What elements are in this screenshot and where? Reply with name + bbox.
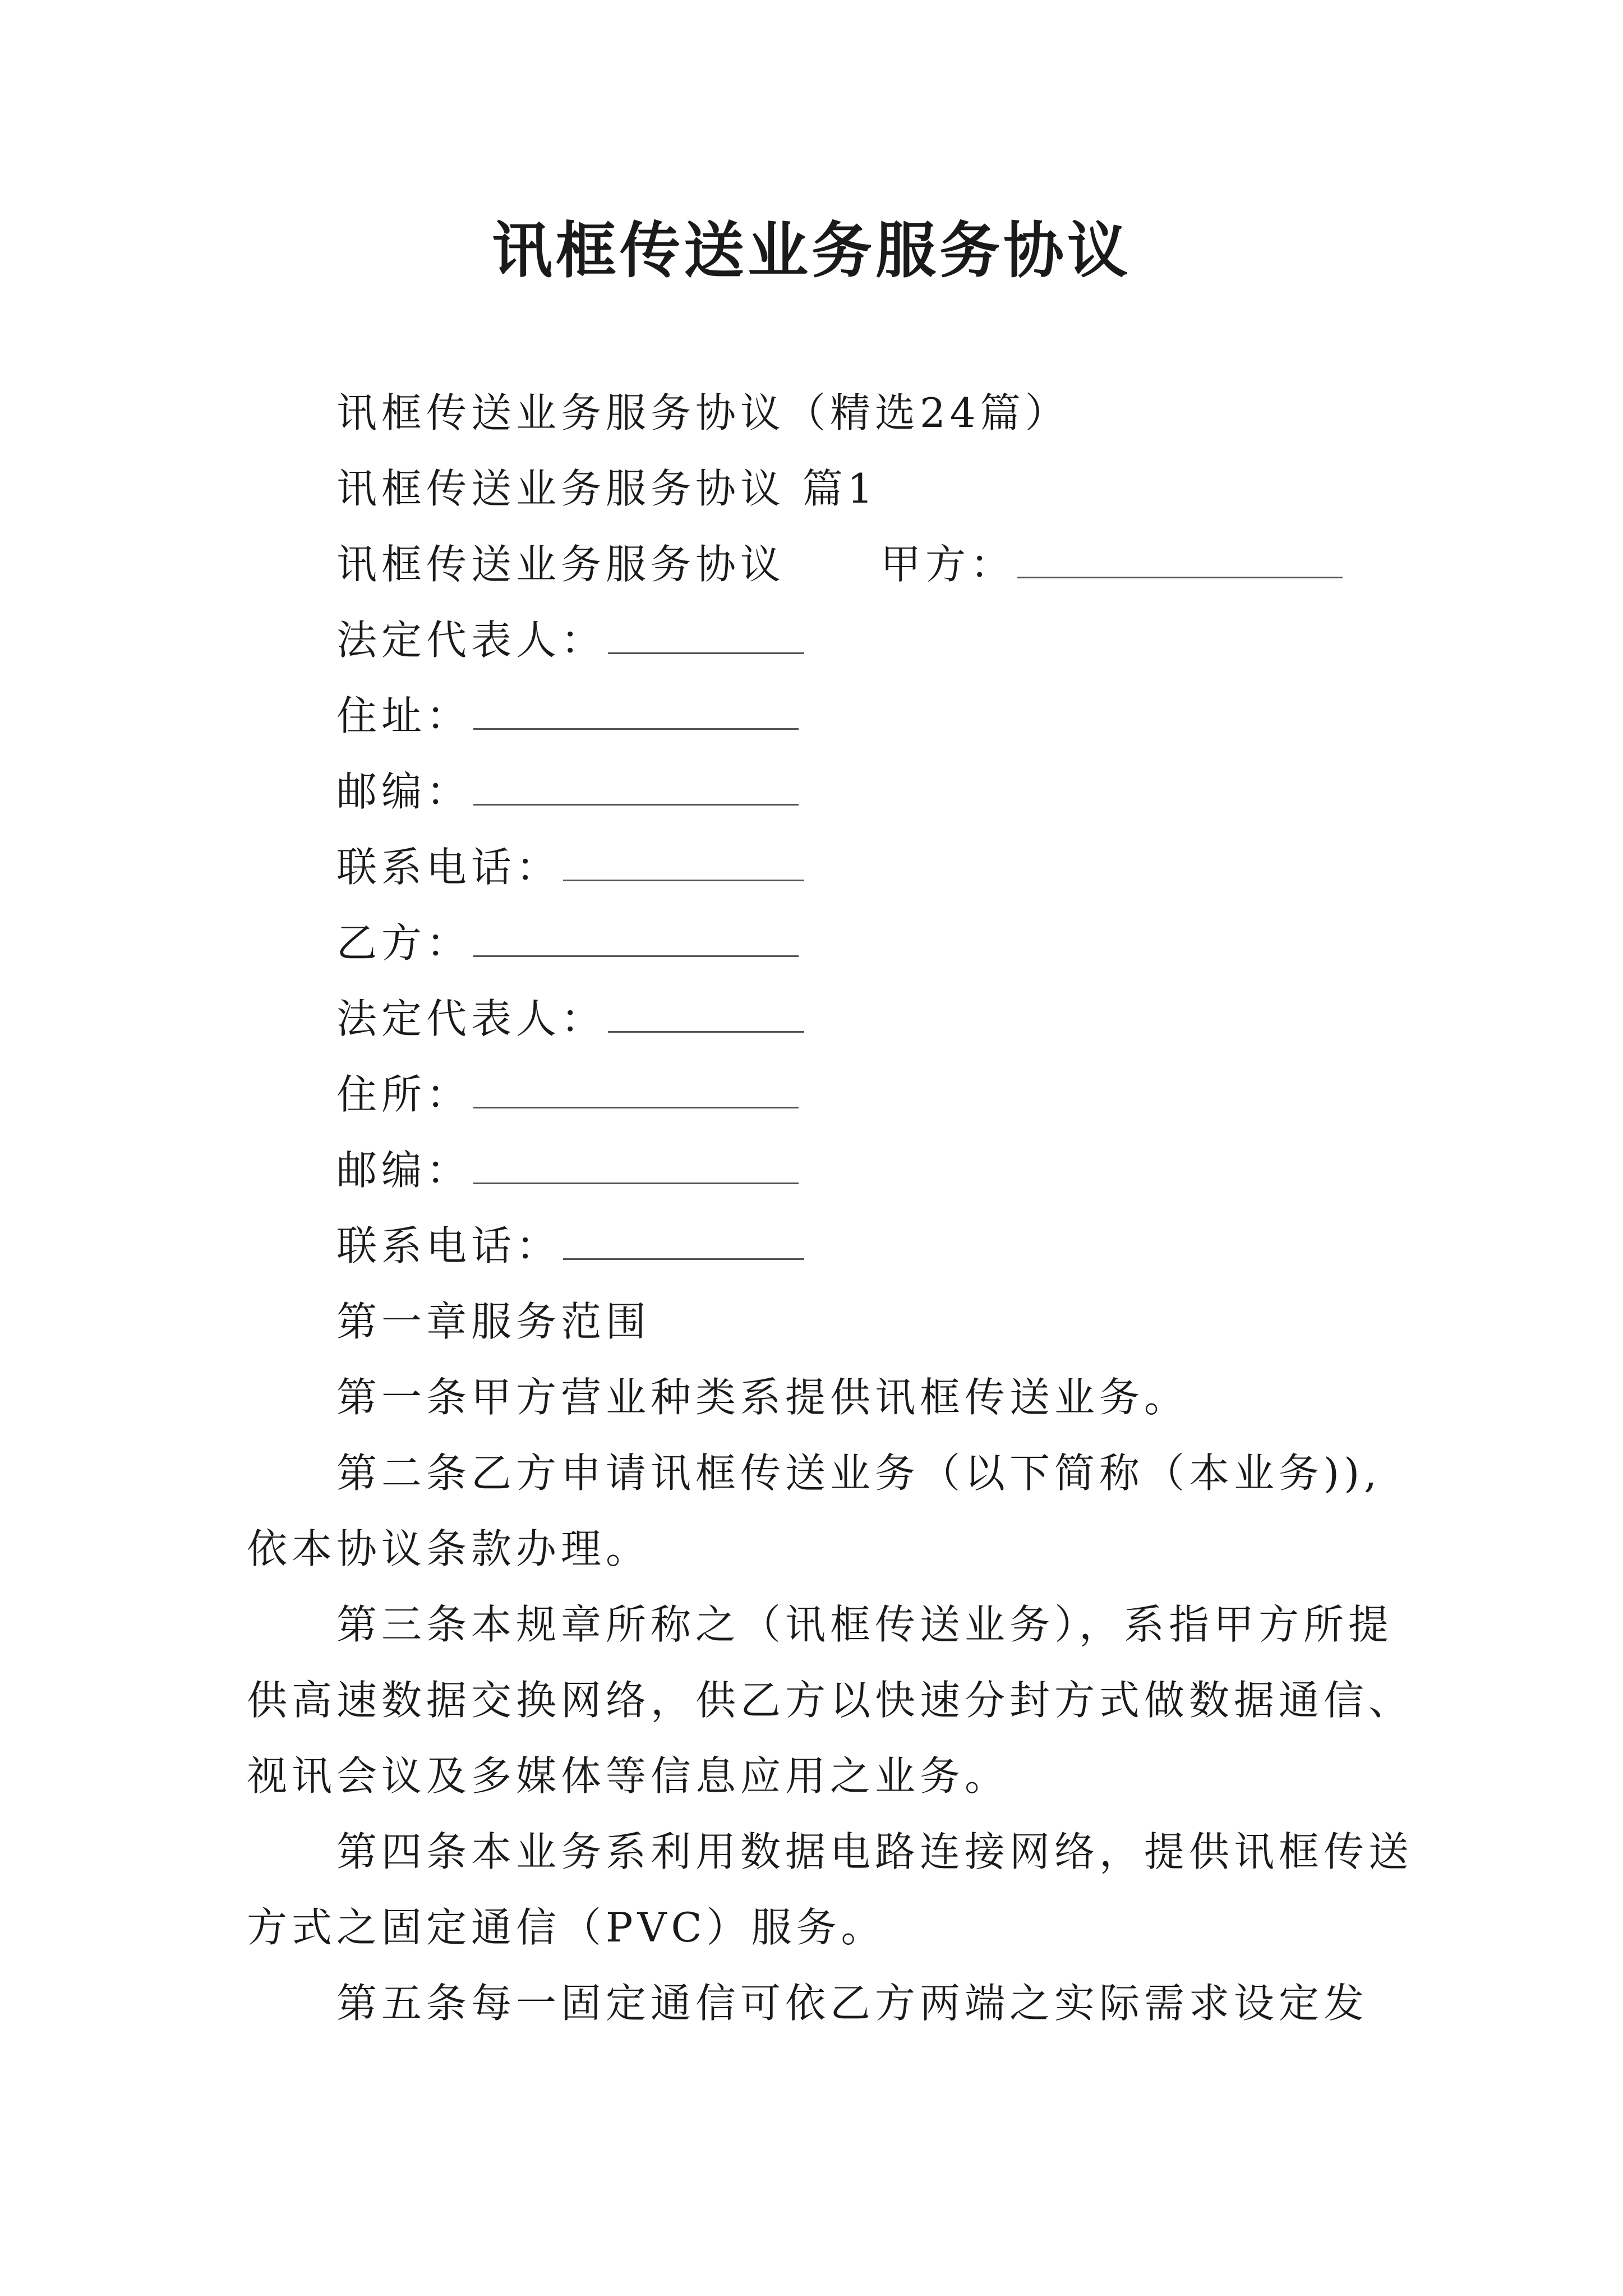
field-label: 邮编：: [336, 768, 472, 815]
field-blank: [608, 994, 804, 1033]
party-a-phone-field: [336, 841, 804, 893]
field-blank: [473, 767, 799, 806]
field-blank: [563, 1221, 804, 1260]
section-heading: 讯框传送业务服务协议 篇1: [336, 465, 878, 512]
party-b-postcode-field: [336, 1144, 799, 1196]
party-b-label: 乙方：: [336, 919, 472, 967]
document-title: 讯框传送业务服务协议: [491, 215, 1131, 286]
field-label: 法定代表人：: [336, 616, 606, 664]
field-label: 住所：: [336, 1071, 472, 1118]
field-label: 联系电话：: [336, 844, 561, 891]
party-a-legal-rep-field: [336, 614, 804, 666]
article-1: 第一条甲方营业种类系提供讯框传送业务。: [336, 1374, 1189, 1421]
field-label: 住址：: [336, 692, 472, 739]
party-a-label: 甲方：: [880, 541, 1016, 588]
field-label: 法定代表人：: [336, 995, 606, 1042]
article-4-line-2: 方式之固定通信（PVC）服务。: [247, 1904, 886, 1951]
article-5-line-1: 第五条每一固定通信可依乙方两端之实际需求设定发: [336, 1980, 1369, 2027]
field-blank: [608, 615, 804, 654]
party-b-phone-field: [336, 1220, 804, 1272]
article-4-line-1: 第四条本业务系利用数据电路连接网络，提供讯框传送: [336, 1828, 1414, 1875]
subtitle: 讯框传送业务服务协议（精选24篇）: [336, 389, 1070, 436]
article-2-line-1: 第二条乙方申请讯框传送业务（以下简称（本业务)),: [336, 1450, 1382, 1497]
field-blank: [473, 691, 799, 730]
field-blank: [473, 918, 799, 957]
party-a-blank: [1017, 540, 1343, 578]
party-b-legal-rep-field: [336, 993, 804, 1045]
chapter-heading: 第一章服务范围: [336, 1298, 651, 1345]
field-label: 联系电话：: [336, 1222, 561, 1269]
article-3-line-3: 视讯会议及多媒体等信息应用之业务。: [247, 1752, 1010, 1800]
field-label: 邮编：: [336, 1147, 472, 1194]
article-2-line-2: 依本协议条款办理。: [247, 1525, 651, 1572]
article-3-line-1: 第三条本规章所称之（讯框传送业务），系指甲方所提: [336, 1601, 1394, 1648]
field-blank: [473, 1070, 799, 1108]
party-a-line: [336, 539, 1343, 590]
party-a-postcode-field: [336, 766, 799, 817]
article-3-line-2: 供高速数据交换网络，供乙方以快速分封方式做数据通信、: [247, 1677, 1414, 1724]
field-blank: [473, 1145, 799, 1184]
party-a-address-field: [336, 690, 799, 742]
field-blank: [563, 843, 804, 881]
party-b-address-field: [336, 1069, 799, 1120]
party-a-intro: 讯框传送业务服务协议: [336, 541, 786, 588]
party-b-field: [336, 917, 799, 969]
